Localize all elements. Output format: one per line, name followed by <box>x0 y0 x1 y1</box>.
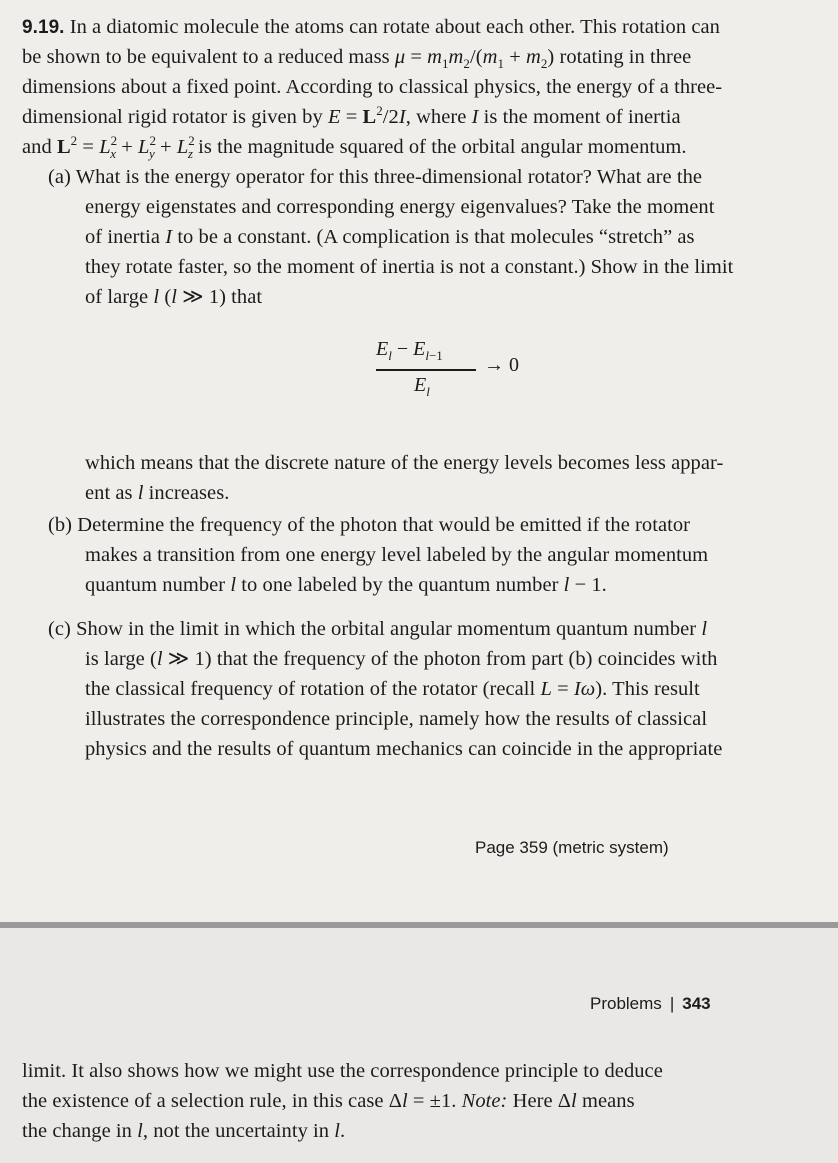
part-a-line-4: they rotate faster, so the moment of inertia is not a constant.) Show in the limit <box>85 256 734 278</box>
part-b-label: (b) <box>48 514 73 536</box>
continued-line-3: the change in l, not the uncertainty in l. <box>22 1120 346 1142</box>
part-c-line-5: physics and the results of quantum mechanics can coincide in the appropriate <box>85 738 723 760</box>
fraction-bar <box>376 369 476 371</box>
limit-equation <box>376 338 536 404</box>
part-a-line-5: of large l (l ≫ 1) that <box>85 286 263 308</box>
header-separator: | <box>669 994 675 1013</box>
continued-line-1: limit. It also shows how we might use the correspondence principle to deduce <box>22 1060 663 1082</box>
part-b-line-3: quantum number l to one labeled by the quantum number l − 1. <box>85 574 607 596</box>
page-footer: Page 359 (metric system) <box>475 838 669 857</box>
problem-line-5: and $L^2 = L^2_x + L^2_y + L^2_z$ is the magnitude squared of the orbital angular momentum. <box>22 133 687 162</box>
part-b-line-1 <box>48 510 690 540</box>
part-b-line-2: makes a transition from one energy level labeled by the angular momentum <box>85 544 709 566</box>
header-page-number: 343 <box>682 994 711 1013</box>
part-a-line-2: energy eigenstates and corresponding energy eigenvalues? Take the moment <box>85 196 715 218</box>
problem-line-1: 9.19. In a diatomic molecule the atoms can rotate about each other. This rotation can <box>22 16 720 38</box>
part-b-text-1: Determine the frequency of the photon that would be emitted if the rotator <box>77 514 691 536</box>
equation-limit: → 0 <box>484 354 519 376</box>
part-a-line-6: which means that the discrete nature of the energy levels becomes less appar- <box>85 452 724 474</box>
running-header <box>590 994 711 1014</box>
part-c-line-2: is large (l ≫ 1) that the frequency of the photon from part (b) coincides with <box>85 648 718 670</box>
part-a-line-1 <box>48 162 702 192</box>
continued-line-2: the existence of a selection rule, in this case Δl = ±1. Note: Here Δl means <box>22 1090 635 1112</box>
equation-denominator: $E_l$ <box>414 374 430 399</box>
problem-line-2: be shown to be equivalent to a reduced mass $\mu = m_1m_2/(m_1 + m_2)$ rotating in three <box>22 46 692 72</box>
part-a-line-7: ent as l increases. <box>85 482 230 504</box>
part-a-line-3: of inertia I to be a constant. (A complication is that molecules “stretch” as <box>85 226 695 248</box>
part-c-line-3: the classical frequency of rotation of the rotator (recall L = Iω). This result <box>85 678 700 700</box>
part-c-line-4: illustrates the correspondence principle, namely how the results of classical <box>85 708 708 730</box>
part-a-text-1: What is the energy operator for this three-dimensional rotator? What are the <box>75 166 703 188</box>
problem-line-4: dimensional rigid rotator is given by $E = L^2/2I$, where I is the moment of inertia <box>22 103 681 128</box>
problem-number: 9.19. <box>22 17 65 38</box>
part-c-line-1: (c) Show in the limit in which the orbital angular momentum quantum number l <box>48 618 708 640</box>
problem-line-3: dimensions about a fixed point. According to classical physics, the energy of a three- <box>22 76 723 98</box>
part-a-label: (a) <box>48 166 71 188</box>
header-label: Problems <box>590 994 662 1013</box>
equation-numerator: $E_l - E_{l-1}$ <box>376 338 443 363</box>
